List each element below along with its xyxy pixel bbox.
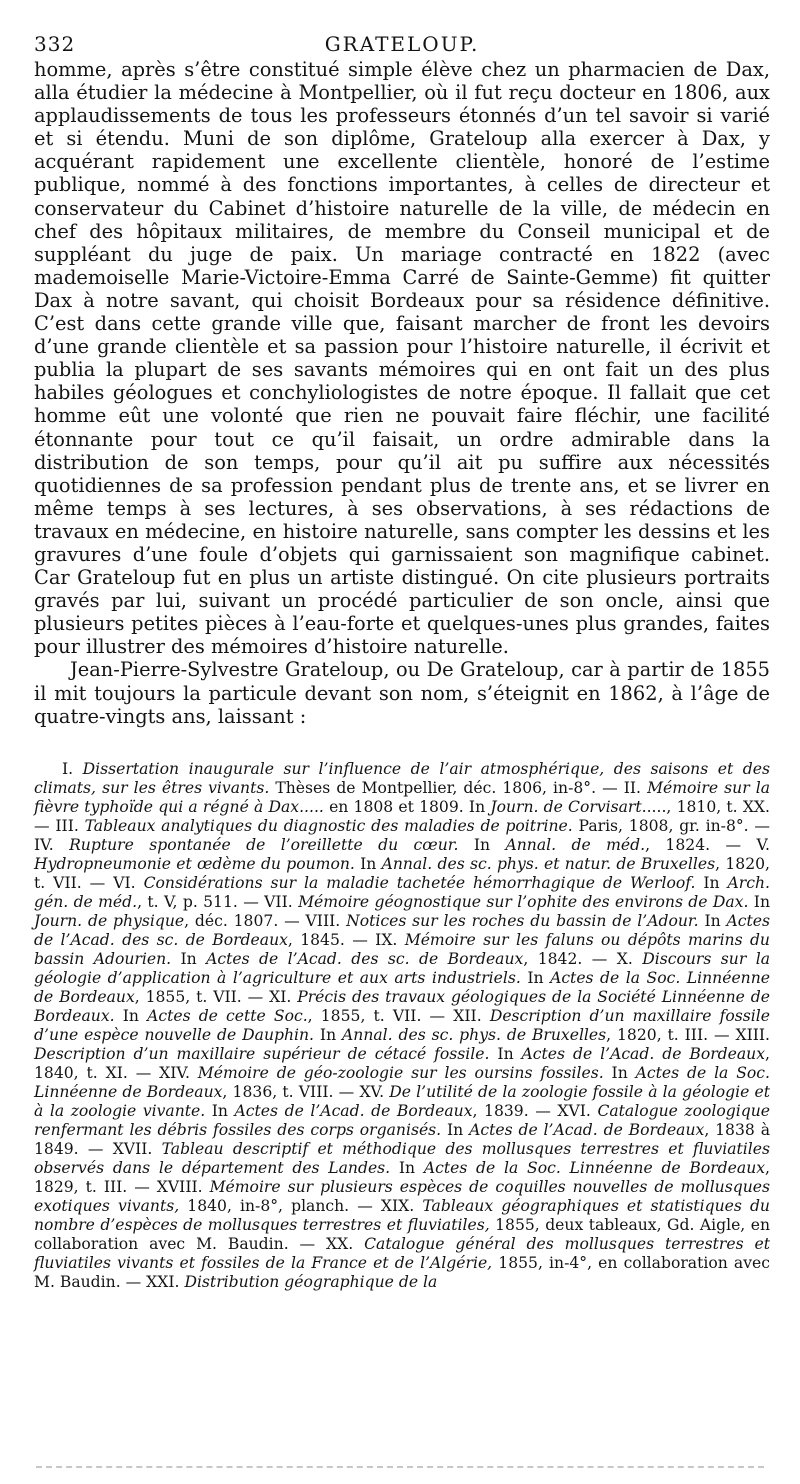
- entry-citation: , 1855, t. VII. —: [307, 1006, 454, 1025]
- entry-source: Actes de la Soc. Linnéenne de Bordeaux: [423, 1158, 766, 1177]
- running-head: [34, 28, 770, 58]
- entry-title: Catalogue général des mollusques terrestres et fluviatiles vivants et fossiles de la France et de l’Algérie,: [34, 1234, 770, 1272]
- entry-details: In: [171, 949, 207, 968]
- entry-source: Annal. des sc. phys. de Bruxelles: [342, 1025, 607, 1044]
- entry-details: Thèses de Montpellier, déc. 1806, in-8°. —: [269, 778, 624, 797]
- entry-details: In: [390, 1158, 424, 1177]
- entry-citation: , 1829, t. III. —: [34, 1158, 771, 1196]
- entry-source: Arch. gén. de méd.: [34, 873, 770, 911]
- entry-details: In: [114, 1006, 148, 1025]
- entry-title: Discours sur la géologie d’application à l’agriculture et aux arts industriels.: [34, 949, 771, 987]
- paragraph-2: Jean-Pierre-Sylvestre Grateloup, ou De Grateloup, car à partir de 1855 il mit toujours la particule devant son nom, s’éteignit en 1862, à l’âge de quatre-vingts ans, laissant :: [34, 658, 770, 728]
- entry-source: Annal. de méd.: [505, 835, 646, 854]
- entry-citation: , 1836, t. VIII. —: [222, 1082, 360, 1101]
- entry-title: Catalogue zoologique renfermant les débris fossiles des corps organisés.: [34, 1101, 771, 1139]
- entry-citation: , 1855, t. VII. —: [134, 987, 270, 1006]
- entry-title: Description d’un maxillaire supérieur de cétacé fossile.: [34, 1044, 490, 1063]
- section-gap: [34, 728, 770, 760]
- entry-details: In: [489, 1044, 522, 1063]
- entry-title: Notices sur les roches du bassin de l’Adour.: [346, 911, 699, 930]
- entry-citation: , 1838 à 1849. —: [34, 1120, 770, 1158]
- entry-citation: , t. V, p. 511. —: [137, 892, 265, 911]
- entry-citation: , déc. 1807. —: [184, 911, 306, 930]
- entry-details: In: [603, 1063, 636, 1082]
- paragraph-1: homme, après s’être constitué simple élève chez un pharmacien de Dax, alla étudier la médecine à Montpellier, où il fut reçu docteur en 1806, aux applaudissements de tous les professeurs étonnés d’un tel savoir si varié et si étendu. Muni de son diplôme, Grateloup alla exercer à Dax, y acquérant rapidement une excellente clientèle, honoré de l’estime publique, nommé à des fonctions importantes, à celles de directeur et conservateur du Cabinet d’histoire naturelle de la ville, de médecin en chef des hôpitaux militaires, de membre du Conseil municipal et de suppléant du juge de paix. Un mariage contracté en 1822 (avec mademoiselle Marie-Victoire-Emma Carré de Sainte-Gemme) fit quitter Dax à notre savant, qui choisit Bordeaux pour sa résidence définitive. C’est dans cette grande ville que, faisant marcher de front les devoirs d’une grande clientèle et sa passion pour l’histoire naturelle, il écrivit et publia la plupart de ses savants mémoires qui en ont fait un des plus habiles géologues et conchyliologistes de notre époque. Il fallait que cet homme eût une volonté que rien ne pouvait faire fléchir, une facilité étonnante pour tout ce qu’il faisait, un ordre admirable dans la distribution de son temps, pour qu’il ait pu suffire aux nécessités quotidiennes de sa profession pendant plus de trente ans, et se livrer en même temps à ses lectures, à ses observations, à ses rédactions de travaux en médecine, en histoire naturelle, sans compter les dessins et les gravures d’une foule d’objets qui garnissaient son magnifique cabinet. Car Grateloup fut en plus un artiste distingué. On cite plusieurs portraits gravés par lui, suivant un procédé particulier de son oncle, ainsi que plusieurs petites pièces à l’eau-forte et quelques-unes plus grandes, faites pour illustrer des mémoires d’histoire naturelle.: [34, 58, 770, 659]
- entry-details: en 1808 et 1809. In: [323, 797, 491, 816]
- entry-number: XV.: [359, 1082, 390, 1101]
- entry-citation: , 1820, t. III. —: [606, 1025, 736, 1044]
- entry-source: Actes de l’Acad. de Bordeaux: [469, 1120, 705, 1139]
- entry-title: Hydropneumonie et œdème du poumon.: [34, 854, 355, 873]
- main-text: [34, 58, 770, 728]
- entry-number: XIX.: [380, 1196, 423, 1215]
- entry-source: Actes de l’Acad. de Bordeaux: [521, 1044, 766, 1063]
- entry-title: Précis des travaux géologiques de la Société Linnéenne de Bordeaux.: [34, 987, 770, 1025]
- entry-title: Tableaux géographiques et statistiques du nombre d’espèces de mollusques terrestres et fluviatiles,: [34, 1196, 770, 1234]
- entry-title: Tableaux analytiques du diagnostic des maladies de poitrine.: [84, 816, 573, 835]
- entry-number: XX.: [326, 1234, 365, 1253]
- entry-title: Mémoire sur plusieurs espèces de coquilles nouvelles de mollusques exotiques vivants,: [34, 1177, 770, 1215]
- entry-citation: , 1824. —: [645, 835, 757, 854]
- entry-source: Actes de la Soc. Linnéenne de Bordeaux: [34, 1063, 770, 1101]
- entry-number: XIV.: [159, 1063, 198, 1082]
- entry-number: VI.: [113, 873, 144, 892]
- entry-citation: , 1840, t. XI. —: [34, 1044, 770, 1082]
- entry-citation: , 1839. —: [472, 1101, 558, 1120]
- entry-details: Paris, 1808, gr. in-8°. —: [572, 816, 770, 835]
- entry-details: In: [695, 873, 728, 892]
- entry-title: Rupture spontanée de l’oreillette du cœur.: [69, 835, 459, 854]
- entry-title: Dissertation inaugurale sur l’influence de l’air atmosphérique, des saisons et des climats, sur les êtres vivants.: [34, 759, 770, 797]
- entry-title: Mémoire de géo-zoologie sur les oursins fossiles.: [197, 1063, 604, 1082]
- entry-details: In: [205, 1101, 235, 1120]
- entry-number: VIII.: [305, 911, 347, 930]
- entry-source: Actes de la Soc. Linnéenne de Bordeaux: [34, 968, 770, 1006]
- entry-source: Journ. de Corvisart: [490, 797, 642, 816]
- entry-number: XI.: [269, 987, 298, 1006]
- entry-number: XVIII.: [156, 1177, 210, 1196]
- bibliography-entry: [34, 836, 757, 854]
- entry-details: In: [458, 835, 506, 854]
- bibliography-entry: [146, 1273, 437, 1291]
- entry-number: VII.: [264, 892, 299, 911]
- entry-title: De l’utilité de la zoologie fossile à la géologie et à la zoologie vivante.: [34, 1082, 770, 1120]
- bibliography-list: [34, 760, 770, 1292]
- entry-source: Actes de l’Acad. des sc. de Bordeaux: [206, 949, 524, 968]
- entry-source: Journ. de physique: [34, 911, 185, 930]
- entry-details: In: [354, 854, 382, 873]
- entry-details: 1840, in-8°, planch. —: [179, 1196, 381, 1215]
- entry-number: III.: [55, 816, 85, 835]
- entry-details: In: [698, 911, 727, 930]
- entry-citation: , 1845. —: [287, 930, 376, 949]
- entry-source: Actes de l’Acad. de Bordeaux: [234, 1101, 473, 1120]
- entry-details: In: [520, 968, 551, 987]
- entry-number: XXI.: [146, 1272, 185, 1291]
- entry-number: XIII.: [735, 1025, 771, 1044]
- entry-number: IV.: [34, 835, 70, 854]
- entry-details: In: [314, 1025, 343, 1044]
- entry-number: IX.: [375, 930, 405, 949]
- entry-details: 1855, in-4°, en collaboration avec M. Baudin. —: [34, 1253, 770, 1291]
- entry-number: XVI.: [557, 1101, 598, 1120]
- entry-citation: , 1820, t. VII. —: [34, 854, 770, 892]
- entry-citation: ....., 1810, t. XX. —: [34, 797, 770, 835]
- entry-citation: , 1842. —: [523, 949, 617, 968]
- entry-number: V.: [756, 835, 770, 854]
- entry-number: XII.: [453, 1006, 490, 1025]
- running-title: GRATELOUP.: [324, 32, 480, 56]
- entry-source: Actes de cette Soc.: [147, 1006, 308, 1025]
- entry-title: Description d’un maxillaire fossile d’une espèce nouvelle de Dauphin.: [34, 1006, 770, 1044]
- entry-details: 1855, deux tableaux, Gd. Aigle, en collaboration avec M. Baudin. —: [34, 1215, 770, 1253]
- entry-number: II.: [623, 778, 648, 797]
- entry-title: Mémoire géognostique sur l’ophite des environs de Dax.: [298, 892, 749, 911]
- entry-details: In: [441, 1120, 470, 1139]
- bibliography-entry: [55, 817, 770, 835]
- entry-details: In: [748, 892, 770, 911]
- entry-number: X.: [616, 949, 643, 968]
- entry-number: XVII.: [112, 1139, 162, 1158]
- page-number: 332: [34, 32, 76, 56]
- entry-title: Mémoire sur la fièvre typhoïde qui a régné à Dax.....: [34, 778, 771, 816]
- entry-number: I.: [62, 759, 83, 778]
- entry-source: Annal. des sc. phys. et natur. de Bruxelles: [381, 854, 716, 873]
- bottom-rule: [36, 1466, 764, 1468]
- entry-title: Mémoire sur les faluns ou dépôts marins du bassin Adourien.: [34, 930, 770, 968]
- entry-title: Considérations sur la maladie tachetée hémorrhagique de Werloof.: [143, 873, 696, 892]
- entry-title: Distribution géographique de la: [184, 1272, 438, 1291]
- entry-source: Actes de l’Acad. des sc. de Bordeaux: [34, 911, 771, 949]
- entry-title: Tableau descriptif et méthodique des mollusques terrestres et fluviatiles observés dans le département des Landes.: [34, 1139, 770, 1177]
